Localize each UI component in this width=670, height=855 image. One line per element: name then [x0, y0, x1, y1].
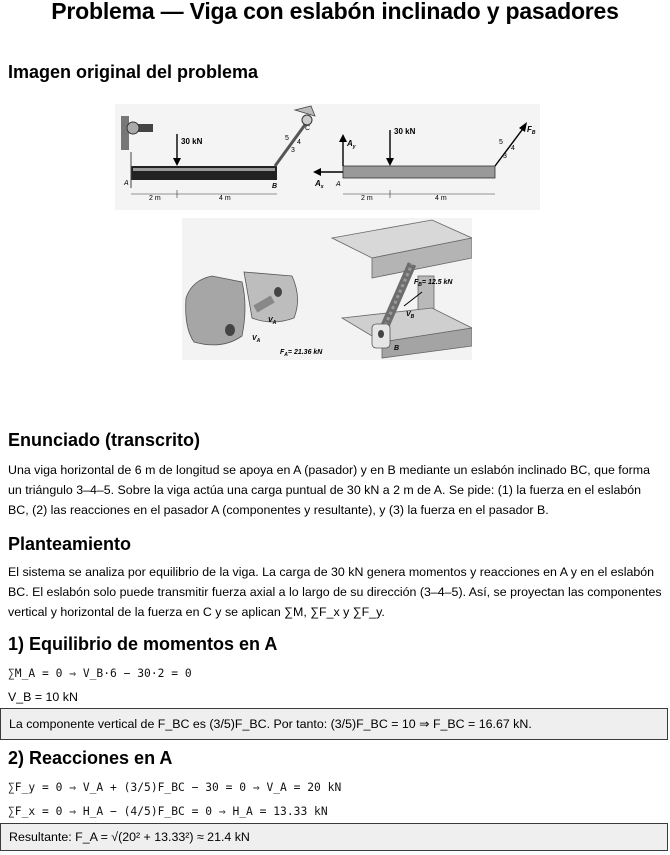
svg-text:5: 5 [499, 139, 503, 146]
image-heading: Imagen original del problema [8, 62, 259, 82]
beam-figure [115, 104, 540, 210]
page-title: Problema — Viga con eslabón inclinado y pasadores [51, 0, 619, 24]
svg-text:4: 4 [511, 145, 515, 152]
step2-equation-fx: ∑F_x = 0 ⇒ H_A − (4/5)F_BC = 0 ⇒ H_A = 13.33 kN [8, 805, 328, 818]
statement-heading: Enunciado (transcrito) [8, 430, 201, 450]
step2-result: Resultante: F_A = √(20² + 13.33²) ≈ 21.4 kN [9, 830, 250, 844]
step2-result-box [0, 823, 668, 851]
statement-text: Una viga horizontal de 6 m de longitud se apoya en A (pasador) y en B mediante un eslabón inclinado BC, que forma un triángulo 3–4–5. Sobre la viga actúa una carga puntual de 30 kN a 2 m de A. Se pide: (1) la fuerza en el eslabón BC, (2) las reacciones en el pasador A (componentes y resultante), y (3) la fuerza en el pasador B. [8, 463, 650, 517]
svg-text:5: 5 [285, 135, 289, 142]
dim-4m: 4 m [219, 195, 231, 202]
svg-text:4: 4 [297, 139, 301, 146]
ax-label: $A_x$ [315, 179, 324, 190]
step1-result: V_B = 10 kN [8, 690, 78, 704]
va-label-1: $V_A$ [268, 317, 277, 326]
approach-text: El sistema se analiza por equilibrio de la viga. La carga de 30 kN genera momentos y reacciones en A y en el eslabón BC. El eslabón solo puede transmitir fuerza axial a lo largo de su dirección (3–4–5). Así, se proyectan las componentes vertical y horizontal de la fuerza en C y se aplican ∑M, ∑F_x y ∑F_y. [8, 565, 662, 619]
svg-text:A: A [336, 181, 341, 188]
b-label: B [394, 345, 400, 352]
svg-text:3: 3 [291, 147, 295, 154]
load-label: 30 kN [181, 137, 203, 146]
ay-label: $A_y$ [347, 139, 356, 150]
pin-detail-figure [182, 218, 472, 360]
label-b: B [272, 183, 278, 190]
dim-2m: 2 m [149, 195, 161, 202]
svg-text:2 m: 2 m [361, 195, 373, 202]
vb-label: $V_B$ [406, 311, 415, 320]
approach-heading: Planteamiento [8, 534, 132, 554]
step1-note-box [0, 708, 668, 740]
fb-label: $F_B$ [527, 125, 536, 136]
va-label-2: $V_A$ [252, 335, 261, 344]
right-beam [343, 166, 495, 178]
step1-equation: ∑M_A = 0 ⇒ V_B·6 − 30·2 = 0 [8, 667, 192, 680]
step1-note: La componente vertical de F_BC es (3/5)F_BC. Por tanto: (3/5)F_BC = 10 ⇒ F_BC = 16.67 kN. [9, 717, 532, 731]
step2-equation-fy: ∑F_y = 0 ⇒ V_A + (3/5)F_BC − 30 = 0 ⇒ V_A = 20 kN [8, 781, 342, 794]
fa-value-label: $F_A= 21.36$ kN [280, 349, 323, 358]
svg-text:4 m: 4 m [435, 195, 447, 202]
fb-value-label: $F_B= 12.5$ kN [414, 279, 453, 288]
step2-heading: 2) Reacciones en A [8, 748, 173, 768]
svg-text:3: 3 [503, 153, 507, 160]
step1-heading: 1) Equilibrio de momentos en A [8, 634, 278, 654]
label-a: A [124, 180, 129, 187]
label-c: C [305, 125, 311, 132]
load-label-2: 30 kN [394, 127, 416, 136]
